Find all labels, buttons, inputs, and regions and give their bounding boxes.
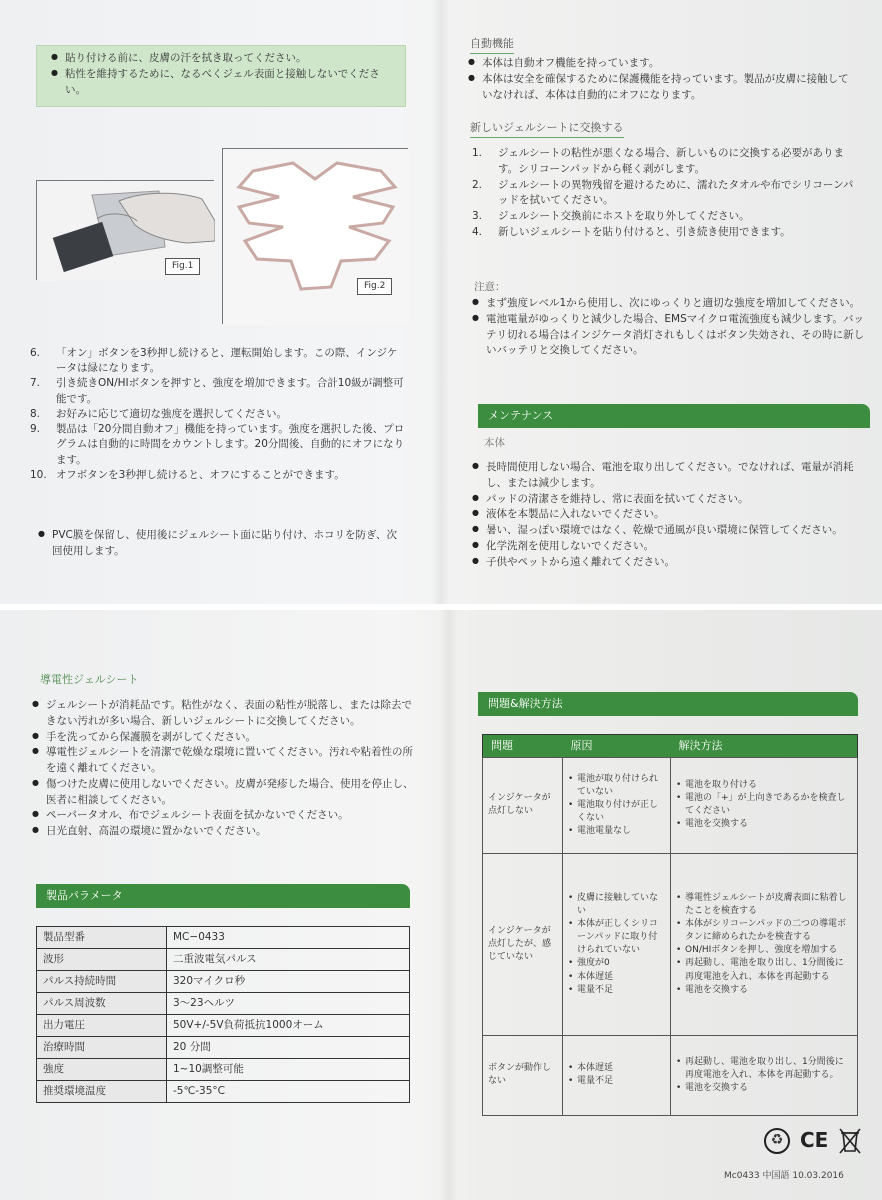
maintenance-item: ● 液体を本製品に入れないでください。 xyxy=(470,507,868,523)
figure-2 xyxy=(222,148,408,324)
figure-2-label: Fig.2 xyxy=(357,278,392,295)
maintenance-item: ● 化学洗剤を使用しないでください。 xyxy=(470,539,868,555)
cause-item: • 電池電量なし xyxy=(568,825,665,838)
problem-cell: インジケータが点灯したが、感じていない xyxy=(483,853,563,1035)
solution-cell xyxy=(671,757,858,853)
cause-item: • 電池取り付けが正しくない xyxy=(568,799,665,825)
auto-function-item: ● 本体は自動オフ機能を持っています。 xyxy=(466,56,856,72)
cause-cell xyxy=(563,1035,671,1115)
replace-gel-title: 新しいジェルシートに交換する xyxy=(470,120,624,138)
col-cause: 原因 xyxy=(563,735,671,758)
replace-step: 4. 新しいジェルシートを貼り付けると、引き続き使用できます。 xyxy=(472,225,791,238)
maintenance-list xyxy=(470,460,868,570)
table-row xyxy=(37,993,410,1015)
table-row xyxy=(37,927,410,949)
cause-cell xyxy=(563,757,671,853)
auto-function-list xyxy=(466,56,856,103)
step-item: 6. 「オン」ボタンを3秒押し続けると、運転開始します。この際、インジケータは緑になります。 xyxy=(30,347,398,375)
solution-cell xyxy=(671,853,858,1035)
param-key: 出力電圧 xyxy=(37,1015,167,1037)
recycle-icon: ♻ xyxy=(764,1128,790,1154)
maintenance-item: ● 暑い、湿っぽい環境ではなく、乾燥で通風が良い環境に保管してください。 xyxy=(470,523,868,539)
gel-sheet-item: ● 導電性ジェルシートを清潔で乾燥な環境に置いてください。汚れや粘着性の所を遠く離れてください。 xyxy=(30,745,420,777)
table-row xyxy=(37,1037,410,1059)
param-key: 強度 xyxy=(37,1059,167,1081)
maintenance-item: ● 長時間使用しない場合、電池を取り出してください。でなければ、電量が消耗し、または減少します。 xyxy=(470,460,868,492)
param-key: 治療時間 xyxy=(37,1037,167,1059)
page-fold xyxy=(432,0,450,604)
cause-item: • 皮膚に接触していない xyxy=(568,892,665,918)
replace-gel-steps xyxy=(472,146,862,241)
solution-item: • 電池を交換する xyxy=(676,818,852,831)
param-value: 1~10調整可能 xyxy=(167,1059,410,1081)
param-value: 320マイクロ秒 xyxy=(167,971,410,993)
param-key: パルス周波数 xyxy=(37,993,167,1015)
cause-cell xyxy=(563,853,671,1035)
solution-item: • 再起動し、電池を取り出し、1分間後に再度電池を入れ、本体を再起動する。 xyxy=(676,1056,852,1082)
problem-cell: インジケータが点灯しない xyxy=(483,757,563,853)
product-params-header: 製品パラメータ xyxy=(36,884,410,908)
param-key: パルス持続時間 xyxy=(37,971,167,993)
param-value: MC−0433 xyxy=(167,927,410,949)
solution-item: • 本体がシリコーンパッドの二つの導電ボタンに締められたかを検査する xyxy=(676,918,852,944)
caution-item: ● まず強度レベル1から使用し、次にゆっくりと適切な強度を増加してください。 xyxy=(470,296,865,312)
solution-item: • 電池を交換する xyxy=(676,1082,852,1095)
gel-sheet-item: ● 日光直射、高温の環境に置かないでください。 xyxy=(30,824,420,840)
gel-sheet-item: ● ジェルシートが消耗品です。粘性がなく、表面の粘性が脱落し、または除去できない汚れが多い場合、新しいジェルシートに交換してください。 xyxy=(30,698,420,730)
caution-title: 注意： xyxy=(474,281,506,293)
page-fold xyxy=(440,610,458,1200)
certification-marks xyxy=(764,1126,862,1155)
cause-item: • 本体遅延 xyxy=(568,971,665,984)
troubleshooting-header: 問題&解決方法 xyxy=(478,692,858,716)
cause-item: • 電量不足 xyxy=(568,1075,665,1088)
gel-sheet-item: ● 手を洗ってから保護膜を剥がしてください。 xyxy=(30,730,420,746)
param-key: 波形 xyxy=(37,949,167,971)
table-row xyxy=(483,757,858,853)
step-item: 9. 製品は「20分間自動オフ」機能を持っています。強度を選択した後、プログラムは自動的に時間をカウントします。20分間後、自動的にオフになります。 xyxy=(30,423,405,466)
figure-1 xyxy=(36,180,214,280)
solution-item: • 電池の「+」が上向きであるかを検査してください xyxy=(676,792,852,818)
maintenance-item: ● パッドの清潔さを維持し、常に表面を拭いてください。 xyxy=(470,492,868,508)
cause-item: • 強度が0 xyxy=(568,957,665,970)
gel-pad-outline-illustration xyxy=(223,149,409,325)
gel-sheet-item: ● ペーパータオル、布でジェルシート表面を拭かないでください。 xyxy=(30,808,420,824)
auto-function-title: 自動機能 xyxy=(470,36,514,54)
solution-item: • 電池を交換する xyxy=(676,984,852,997)
solution-item: • ON/HIボタンを押し、強度を増加する xyxy=(676,944,852,957)
step-item: 8. お好みに応じて適切な強度を選択してください。 xyxy=(30,407,287,420)
replace-step: 1. ジェルシートの粘性が悪くなる場合、新しいものに交換する必要があります。シリコーンパッドから軽く剥がします。 xyxy=(472,147,845,175)
cause-item: • 電量不足 xyxy=(568,984,665,997)
footer-code: Mc0433 中国語 10.03.2016 xyxy=(724,1171,844,1181)
param-value: 二重波電気パルス xyxy=(167,949,410,971)
manual-page-bottom xyxy=(0,610,882,1200)
pvc-note xyxy=(36,528,406,560)
table-row xyxy=(483,1035,858,1115)
maintenance-item: ● 子供やペットから遠く離れてください。 xyxy=(470,555,868,571)
param-value: -5℃-35°C xyxy=(167,1081,410,1103)
weee-bin-icon xyxy=(838,1127,862,1155)
product-params-table xyxy=(36,926,410,1103)
gel-sheet-list xyxy=(30,698,420,840)
param-value: 3～23ヘルツ xyxy=(167,993,410,1015)
cause-item: • 電池が取り付けられていない xyxy=(568,773,665,799)
maintenance-header: メンテナンス xyxy=(478,404,870,428)
ce-mark-icon: CE xyxy=(800,1128,829,1152)
pvc-note-text: ● PVC膜を保留し、使用後にジェルシート面に貼り付け、ホコリを防ぎ、次回使用します。 xyxy=(36,528,406,560)
col-solution: 解決方法 xyxy=(671,735,858,758)
notice-item: ● 貼り付ける前に、皮膚の汗を拭き取ってください。 xyxy=(49,51,395,67)
solution-item: • 導電性ジェルシートが皮膚表面に粘着したことを検査する xyxy=(676,892,852,918)
cause-item: • 本体遅延 xyxy=(568,1062,665,1075)
maintenance-subtitle: 本体 xyxy=(484,437,505,449)
table-row xyxy=(37,1081,410,1103)
solution-item: • 電池を取り付ける xyxy=(676,779,852,792)
caution-list xyxy=(470,296,865,359)
solution-item: • 再起動し、電池を取り出し、1分間後に再度電池を入れ、本体を再起動する xyxy=(676,957,852,983)
operation-steps xyxy=(30,346,405,483)
caution-item: ● 電池電量がゆっくりと減少した場合、EMSマイクロ電流強度も減少します。バッテリ切れる場合はインジケータ消灯されもしくはボタン失効され、その時に新しいバッテリと交換してください。 xyxy=(470,312,865,359)
step-item: 7. 引き続きON/HIボタンを押すと、強度を増加できます。合計10級が調整可能です。 xyxy=(30,377,404,405)
auto-function-item: ● 本体は安全を確保するために保護機能を持っています。製品が皮膚に接触していなければ、本体は自動的にオフになります。 xyxy=(466,72,856,104)
table-row xyxy=(37,1059,410,1081)
troubleshooting-table xyxy=(482,734,858,1116)
solution-cell xyxy=(671,1035,858,1115)
table-row xyxy=(37,949,410,971)
problem-cell: ボタンが動作しない xyxy=(483,1035,563,1115)
table-row xyxy=(37,1015,410,1037)
notice-item: ● 粘性を維持するために、なるべくジェル表面と接触しないでください。 xyxy=(49,67,395,99)
col-problem: 問題 xyxy=(483,735,563,758)
table-header-row xyxy=(483,735,858,758)
table-row xyxy=(483,853,858,1035)
gel-sheet-item: ● 傷つけた皮膚に使用しないでください。皮膚が発疹した場合、使用を停止し、医者に相談してください。 xyxy=(30,777,420,809)
figure-1-label: Fig.1 xyxy=(165,258,200,275)
table-row xyxy=(37,971,410,993)
param-value: 50V+/-5V負荷抵抗1000オーム xyxy=(167,1015,410,1037)
param-key: 製品型番 xyxy=(37,927,167,949)
param-value: 20 分間 xyxy=(167,1037,410,1059)
param-key: 推奨環境温度 xyxy=(37,1081,167,1103)
pre-apply-notice xyxy=(36,45,406,107)
step-item: 10. オフボタンを3秒押し続けると、オフにすることができます。 xyxy=(30,468,345,481)
replace-step: 2. ジェルシートの異物残留を避けるために、濡れたタオルや布でシリコーンパッドを拭いてください。 xyxy=(472,178,854,207)
gel-sheet-title: 導電性ジェルシート xyxy=(40,673,139,686)
cause-item: • 本体が正しくシリコーンパッドに取り付けられていない xyxy=(568,918,665,957)
replace-step: 3. ジェルシート交換前にホストを取り外してください。 xyxy=(472,210,750,222)
